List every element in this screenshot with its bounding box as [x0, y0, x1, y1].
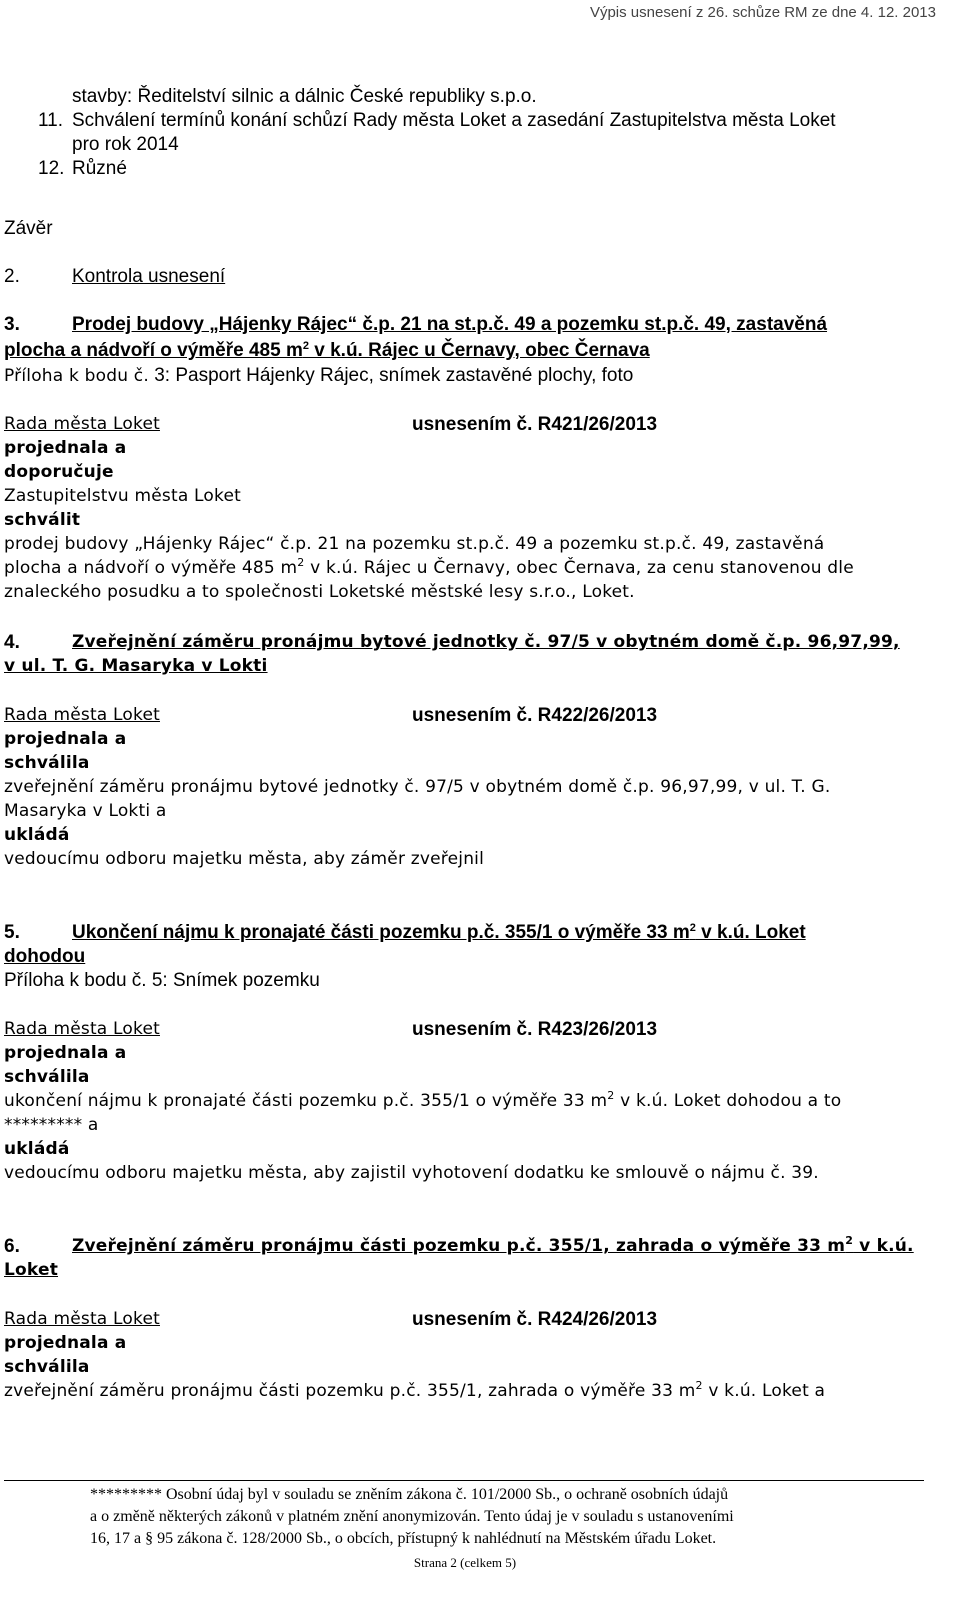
footnote-line: 16, 17 a § 95 zákona č. 128/2000 Sb., o obcích, přístupný k nahlédnutí na Městském úřadu Loket.: [90, 1530, 717, 1547]
verb-line: projednala a: [4, 1333, 127, 1353]
conclusion-heading: Závěr: [4, 218, 53, 239]
verb-line: projednala a: [4, 1043, 127, 1063]
section-title-cont: v ul. T. G. Masaryka v Lokti: [4, 656, 268, 676]
verb-line: projednala a: [4, 729, 127, 749]
section-title-cont: plocha a nádvoří o výměře 485 $m^2$ v k.ú. Rájec u Černavy, obec Černava: [4, 340, 650, 361]
verb-line: schválila: [4, 1067, 90, 1087]
resolution-number: usnesením č. R422/26/2013: [412, 705, 658, 726]
verb-line: schválila: [4, 753, 90, 773]
section-title: Prodej budovy „Hájenky Rájec“ č.p. 21 na st.p.č. 49 a pozemku st.p.č. 49, zastavěná: [72, 314, 828, 335]
verb-line: doporučuje: [4, 462, 114, 482]
section-title-cont: dohodou: [4, 946, 86, 967]
agenda-item-text: Různé: [72, 158, 127, 179]
resolution-body: Masaryka v Lokti a: [4, 801, 167, 821]
footnote-divider: [4, 1480, 924, 1481]
verb-line: ukládá: [4, 825, 70, 845]
section-number: 4.: [4, 632, 20, 653]
footnote-line: a o změně některých zákonů v platném znění anonymizován. Tento údaj je v souladu s ustanoveními: [90, 1508, 734, 1525]
section-number: 6.: [4, 1236, 20, 1257]
section-title-cont: Loket: [4, 1260, 59, 1280]
resolution-body: prodej budovy „Hájenky Rájec“ č.p. 21 na pozemku st.p.č. 49 a pozemku st.p.č. 49, zastavěná: [4, 534, 825, 554]
section-title: Kontrola usnesení: [72, 266, 226, 287]
section-number: 2.: [4, 266, 20, 287]
section-title: Zveřejnění záměru pronájmu části pozemku p.č. 355/1, zahrada o výměře 33 $m^2$ v k.ú.: [72, 1234, 914, 1256]
verb-line: ukládá: [4, 1139, 70, 1159]
section-number: 3.: [4, 314, 20, 335]
footnote-line: ********* Osobní údaj byl v souladu se zněním zákona č. 101/2000 Sb., o ochraně osobních údajů: [90, 1486, 729, 1503]
agenda-item-number: 12.: [38, 158, 65, 179]
page-number: Strana 2 (celkem 5): [413, 1555, 517, 1570]
section-title: Zveřejnění záměru pronájmu bytové jednotky č. 97/5 v obytném domě č.p. 96,97,99,: [72, 632, 900, 652]
verb-line: projednala a: [4, 438, 127, 458]
verb-line: schválit: [4, 510, 81, 530]
council-label: Rada města Loket: [4, 1019, 160, 1039]
resolution-body: ********* a: [4, 1115, 99, 1135]
agenda-item-number: 11.: [38, 110, 64, 131]
council-label: Rada města Loket: [4, 414, 160, 434]
section-number: 5.: [4, 922, 20, 943]
resolution-number: usnesením č. R423/26/2013: [412, 1019, 658, 1040]
agenda-line: stavby: Ředitelství silnic a dálnic České republiky s.p.o.: [72, 86, 537, 107]
resolution-body: znaleckého posudku a to společnosti Loketské městské lesy s.r.o., Loket.: [4, 582, 635, 602]
addressee-line: Zastupitelstvu města Loket: [4, 486, 241, 506]
resolution-body: zveřejnění záměru pronájmu bytové jednotky č. 97/5 v obytném domě č.p. 96,97,99, v ul. T. G.: [4, 777, 831, 797]
resolution-number: usnesením č. R421/26/2013: [412, 414, 658, 435]
council-label: Rada města Loket: [4, 1309, 160, 1329]
resolution-number: usnesením č. R424/26/2013: [412, 1309, 658, 1330]
agenda-item-text: Schválení termínů konání schůzí Rady města Loket a zasedání Zastupitelstva města Loket: [72, 110, 836, 131]
page-header: Výpis usnesení z 26. schůze RM ze dne 4. 12. 2013: [589, 4, 936, 21]
attachment-note: Příloha k bodu č. 3: Pasport Hájenky Rájec, snímek zastavěné plochy, foto: [4, 365, 634, 386]
attachment-note: Příloha k bodu č. 5: Snímek pozemku: [4, 970, 320, 991]
resolution-body: zveřejnění záměru pronájmu části pozemku p.č. 355/1, zahrada o výměře 33 $m^2$ v k.ú. Loket a: [4, 1379, 826, 1401]
council-label: Rada města Loket: [4, 705, 160, 725]
verb-line: schválila: [4, 1357, 90, 1377]
resolution-body: vedoucímu odboru majetku města, aby zajistil vyhotovení dodatku ke smlouvě o nájmu č. 39.: [4, 1163, 819, 1183]
resolution-body: plocha a nádvoří o výměře 485 $m^2$ v k.ú. Rájec u Černavy, obec Černava, za cenu stanovenou dle: [4, 556, 854, 578]
resolution-body: ukončení nájmu k pronajaté části pozemku p.č. 355/1 o výměře 33 $m^2$ v k.ú. Loket dohodou a to: [4, 1089, 842, 1111]
resolution-body: vedoucímu odboru majetku města, aby záměr zveřejnil: [4, 849, 485, 869]
section-title: Ukončení nájmu k pronajaté části pozemku p.č. 355/1 o výměře 33 $m^2$ v k.ú. Loket: [72, 922, 806, 943]
agenda-item-text-cont: pro rok 2014: [72, 134, 179, 155]
